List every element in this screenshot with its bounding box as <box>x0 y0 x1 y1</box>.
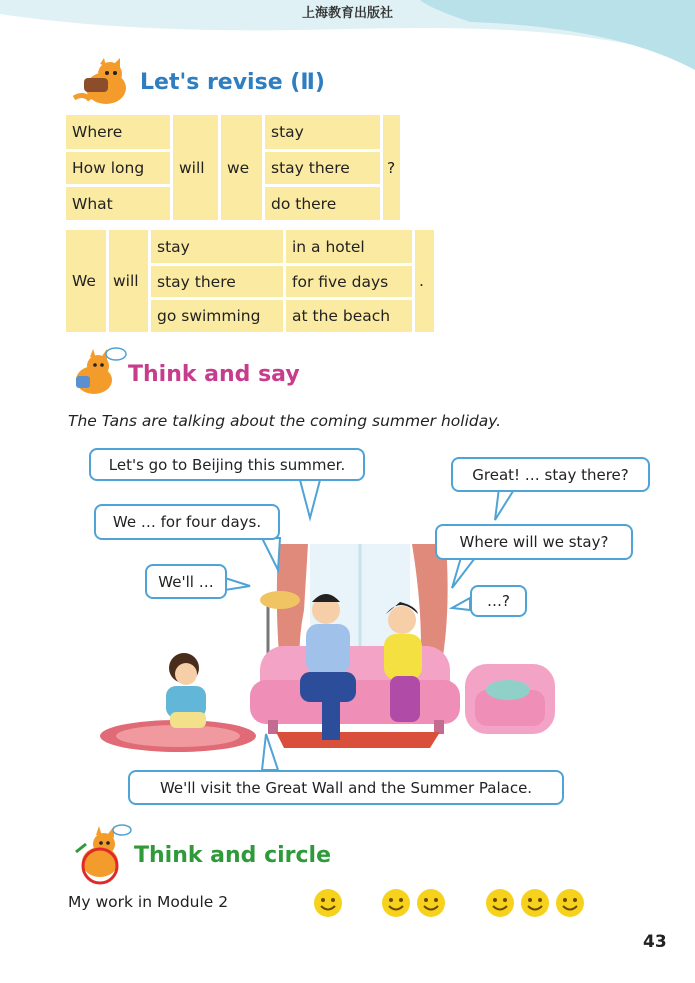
cat-mascot-icon <box>70 58 138 108</box>
table-cell: stay there <box>271 159 350 177</box>
speech-bubble-four-days: We … for four days. <box>94 504 280 540</box>
smiley-icon <box>313 888 343 918</box>
cat-circle-mascot-icon <box>70 822 134 886</box>
rating-three-smiley[interactable] <box>485 888 585 922</box>
section-title-think-and-say: Think and say <box>128 362 300 387</box>
page-number: 43 <box>643 932 667 952</box>
speech-bubble-visit: We'll visit the Great Wall and the Summer Palace. <box>128 770 564 805</box>
table-cell: in a hotel <box>292 237 365 256</box>
publisher-name: 上海教育出版社 <box>301 6 393 21</box>
rating-one-smiley[interactable] <box>313 888 343 922</box>
table-cell: stay <box>157 237 190 256</box>
table-cell: we <box>227 159 250 177</box>
speech-bubble-well: We'll … <box>145 564 227 599</box>
speech-bubble-question: …? <box>470 585 527 617</box>
smiley-pair-icon <box>381 888 447 918</box>
table-cell: How long <box>72 159 145 177</box>
section-title-lets-revise: Let's revise (Ⅱ) <box>140 70 325 95</box>
table-cell: stay there <box>157 272 236 291</box>
table-cell: will <box>179 159 205 177</box>
module-work-label: My work in Module 2 <box>68 893 229 911</box>
table-cell: Where <box>72 123 123 141</box>
bubble-tails <box>0 440 695 800</box>
table-cell: . <box>419 271 424 290</box>
table-cell: We <box>72 271 96 290</box>
table-cell: go swimming <box>157 307 261 325</box>
section-title-think-and-circle: Think and circle <box>134 843 332 868</box>
table-cell: ? <box>387 159 396 177</box>
speech-bubble-great: Great! … stay there? <box>451 457 650 492</box>
smiley-triple-icon <box>485 888 585 918</box>
speech-bubble-beijing: Let's go to Beijing this summer. <box>89 448 365 481</box>
grammar-table-answer <box>66 230 434 332</box>
table-cell: at the beach <box>292 307 391 325</box>
cat-speaking-mascot-icon <box>66 346 128 398</box>
table-cell: will <box>113 271 139 290</box>
speech-bubble-where-stay: Where will we stay? <box>435 524 633 560</box>
table-cell: stay <box>271 123 304 141</box>
scene-caption: The Tans are talking about the coming summer holiday. <box>68 412 502 430</box>
grammar-table-question <box>66 115 400 220</box>
table-cell: for five days <box>292 272 389 291</box>
table-cell: do there <box>271 194 337 213</box>
table-cell: What <box>72 194 113 213</box>
rating-two-smiley[interactable] <box>381 888 447 922</box>
